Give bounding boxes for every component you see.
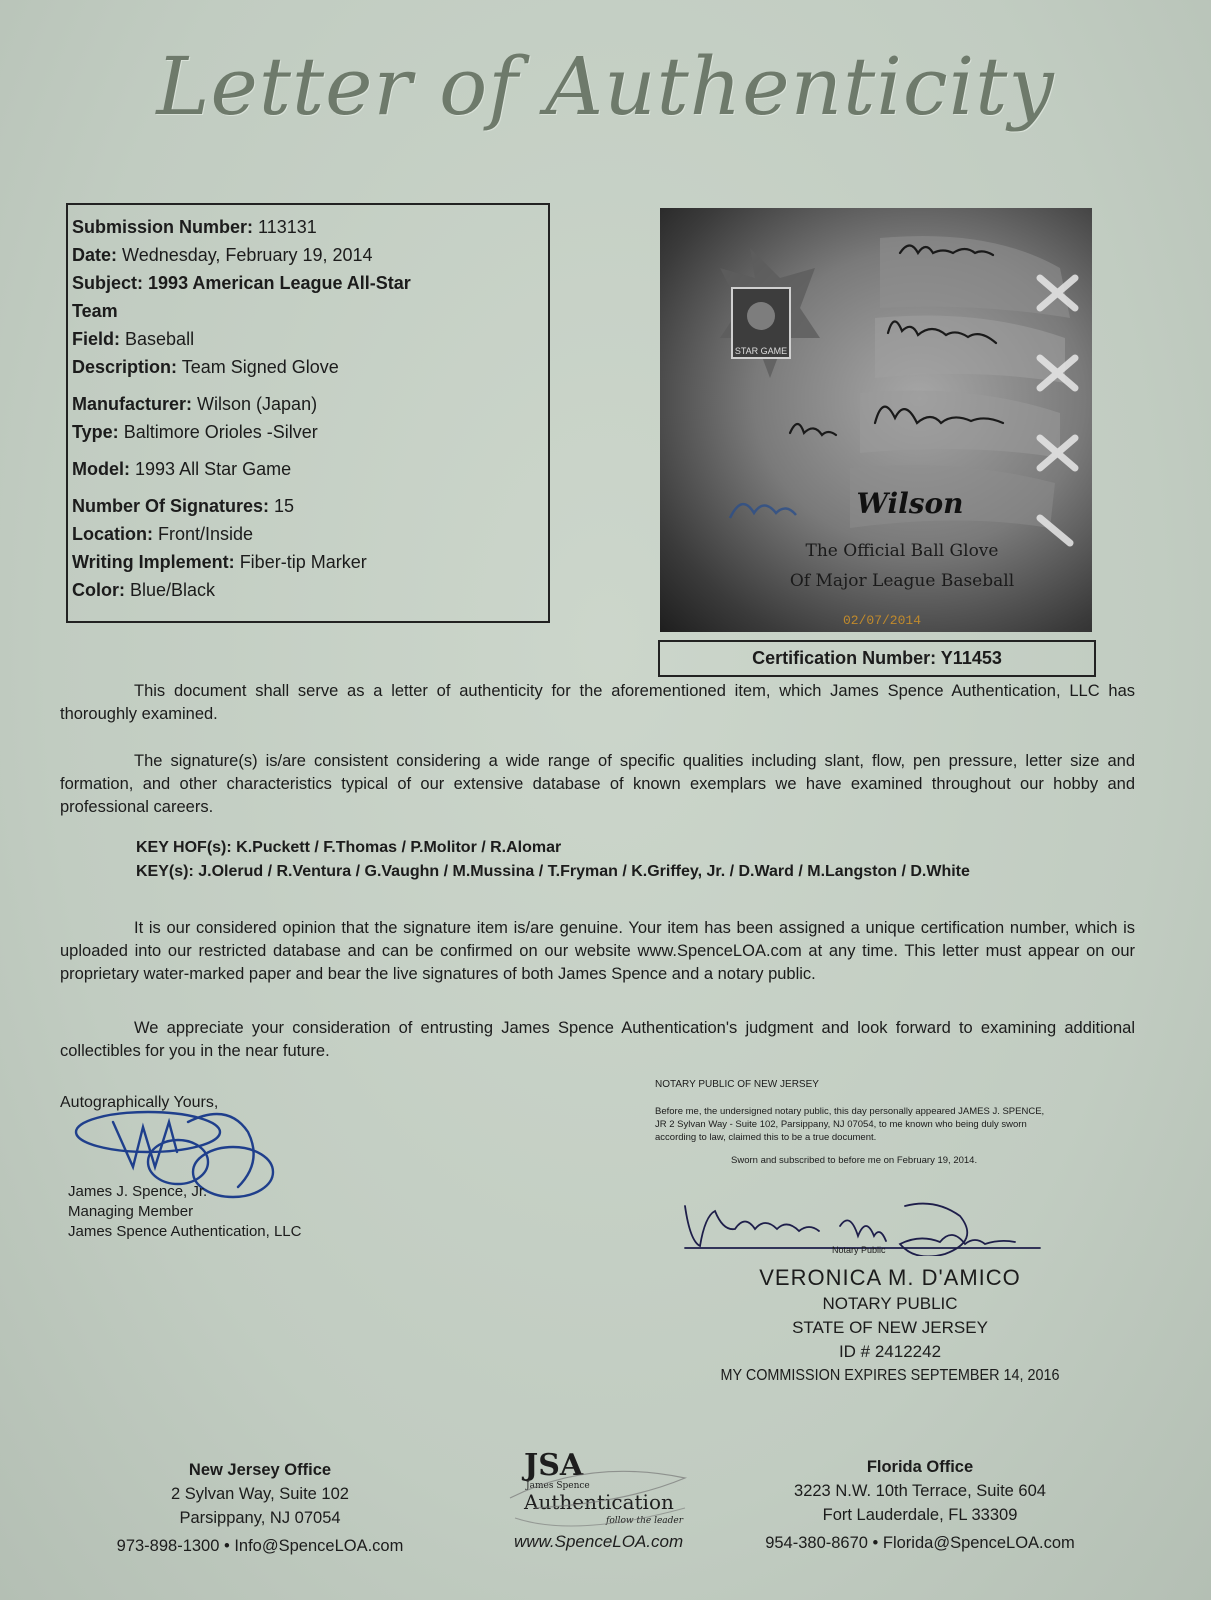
- jsa-logo-tag: follow the leader: [606, 1516, 684, 1526]
- field-row: [72, 325, 544, 353]
- glove-line-2: Of Major League Baseball: [789, 571, 1015, 591]
- notary-name: VERONICA M. D'AMICO: [759, 1265, 1021, 1290]
- paragraph-thanks-text: We appreciate your consideration of entrusting James Spence Authentication's judgment and look forward to examining additional collectibles for you in the near future.: [60, 1019, 1135, 1060]
- glove-illustration: [660, 208, 1092, 632]
- paragraph-consistency-text: The signature(s) is/are consistent considering a wide range of specific qualities including slant, flow, pen pressure, letter size and formation, and other characteristics typical of our extensive database of known exemplars we have examined throughout our hobby and professional careers.: [60, 752, 1135, 816]
- paragraph-opinion: [60, 917, 1135, 986]
- signatures-row: [72, 492, 544, 520]
- fl-office-contact: 954-380-8670 • Florida@SpenceLOA.com: [765, 1534, 1075, 1552]
- submission-value: 113131: [258, 217, 317, 237]
- jsa-logo-word: Authentication: [524, 1490, 674, 1514]
- signer-name: James J. Spence, Jr.: [68, 1183, 208, 1200]
- patch-text: STAR GAME: [734, 346, 788, 356]
- type-row: [72, 418, 544, 446]
- location-label: Location:: [72, 524, 153, 544]
- nj-office-line1: 2 Sylvan Way, Suite 102: [171, 1485, 349, 1503]
- color-label: Color:: [72, 580, 125, 600]
- notary-block: [655, 1078, 1055, 1167]
- salutation: Autographically Yours,: [60, 1094, 219, 1111]
- nj-office: [100, 1458, 420, 1558]
- description-value: Team Signed Glove: [181, 357, 339, 377]
- wilson-logo: Wilson: [856, 487, 964, 520]
- implement-label: Writing Implement:: [72, 552, 235, 572]
- type-label: Type:: [72, 422, 119, 442]
- glove-line-1: The Official Ball Glove: [805, 541, 999, 561]
- fl-office-line2: Fort Lauderdale, FL 33309: [822, 1506, 1018, 1524]
- paragraph-opinion-text: It is our considered opinion that the signature item is/are genuine. Your item has been assigned a unique certification number, which is uploaded into our restricted database and can be confirmed on our website www.SpenceLOA.com at any time. This letter must appear on our proprietary water-marked paper and bear the live signatures of both James Spence and a notary public.: [60, 919, 1135, 983]
- notary-sworn: Sworn and subscribed to before me on February 19, 2014.: [731, 1155, 978, 1166]
- glove-photo: [660, 208, 1092, 632]
- model-label: Model:: [72, 459, 130, 479]
- description-label: Description:: [72, 357, 178, 377]
- jsa-logo-swoosh: [500, 1448, 700, 1528]
- notary-title: NOTARY PUBLIC: [822, 1294, 958, 1313]
- signatures-value: 15: [274, 496, 295, 516]
- jsa-logo-small: James Spence: [526, 1481, 590, 1491]
- jsa-website[interactable]: www.SpenceLOA.com: [514, 1532, 684, 1551]
- notary-stamp: [640, 1264, 1140, 1388]
- fl-office-line1: 3223 N.W. 10th Terrace, Suite 604: [794, 1482, 1046, 1500]
- manufacturer-label: Manufacturer:: [72, 394, 193, 414]
- model-row: [72, 455, 544, 483]
- fl-office: [740, 1455, 1100, 1555]
- implement-value: Fiber-tip Marker: [239, 552, 367, 572]
- notary-commission: MY COMMISSION EXPIRES SEPTEMBER 14, 2016: [720, 1367, 1060, 1384]
- field-label: Field:: [72, 329, 120, 349]
- notary-state: STATE OF NEW JERSEY: [792, 1318, 988, 1337]
- signer-company: James Spence Authentication, LLC: [68, 1223, 302, 1240]
- nj-office-contact: 973-898-1300 • Info@SpenceLOA.com: [116, 1537, 404, 1555]
- subject-row: [72, 269, 442, 325]
- notary-heading: NOTARY PUBLIC OF NEW JERSEY: [655, 1079, 819, 1090]
- page-title: Letter of Authenticity: [156, 40, 1055, 133]
- type-value: Baltimore Orioles -Silver: [123, 422, 318, 442]
- implement-row: [72, 548, 544, 576]
- subject-value: 1993 American League All-Star Team: [72, 273, 411, 321]
- submission-row: [72, 213, 544, 241]
- date-row: [72, 241, 544, 269]
- location-row: [72, 520, 544, 548]
- jsa-logo-letters: JSA: [524, 1448, 584, 1483]
- submission-label: Submission Number:: [72, 217, 254, 237]
- description-row: [72, 353, 544, 381]
- fl-office-heading: Florida Office: [866, 1458, 974, 1476]
- notary-id: ID # 2412242: [838, 1342, 942, 1361]
- notary-body: Before me, the undersigned notary public, this day personally appeared JAMES J. SPENCE, JR 2 Sylvan Way - Suite 102, Parsippany, NJ 07054, to me known who being duly sworn according to law, claimed this to be a true document.: [655, 1106, 1045, 1143]
- paragraph-consistency: [60, 750, 1135, 819]
- subject-label: Subject:: [72, 273, 144, 293]
- notary-caption: Notary Public: [832, 1245, 886, 1255]
- key-list: KEY(s): J.Olerud / R.Ventura / G.Vaughn / M.Mussina / T.Fryman / K.Griffey, Jr. / D.Ward / M.Langston / D.White: [136, 863, 970, 880]
- signature-block: [60, 1094, 400, 1244]
- photo-date-stamp: 02/07/2014: [842, 613, 922, 628]
- field-value: Baseball: [125, 329, 195, 349]
- color-value: Blue/Black: [130, 580, 216, 600]
- model-value: 1993 All Star Game: [135, 459, 292, 479]
- manufacturer-value: Wilson (Japan): [197, 394, 318, 414]
- date-label: Date:: [72, 245, 118, 265]
- signatures-label: Number Of Signatures:: [72, 496, 270, 516]
- manufacturer-row: [72, 390, 544, 418]
- key-hof: KEY HOF(s): K.Puckett / F.Thomas / P.Molitor / R.Alomar: [136, 839, 562, 856]
- paragraph-thanks: [60, 1017, 1135, 1063]
- paragraph-intro: [60, 680, 1135, 726]
- date-value: Wednesday, February 19, 2014: [122, 245, 373, 265]
- certification-number: Certification Number: Y11453: [658, 640, 1096, 677]
- paragraph-intro-text: This document shall serve as a letter of authenticity for the aforementioned item, which James Spence Authentication, LLC has thoroughly examined.: [60, 682, 1135, 723]
- nj-office-line2: Parsippany, NJ 07054: [179, 1509, 341, 1527]
- jsa-logo: [500, 1448, 710, 1568]
- signer-role: Managing Member: [68, 1203, 194, 1220]
- location-value: Front/Inside: [158, 524, 254, 544]
- item-info-box: [66, 203, 550, 623]
- nj-office-heading: New Jersey Office: [188, 1461, 332, 1479]
- key-signers: [136, 836, 1136, 884]
- color-row: [72, 576, 544, 604]
